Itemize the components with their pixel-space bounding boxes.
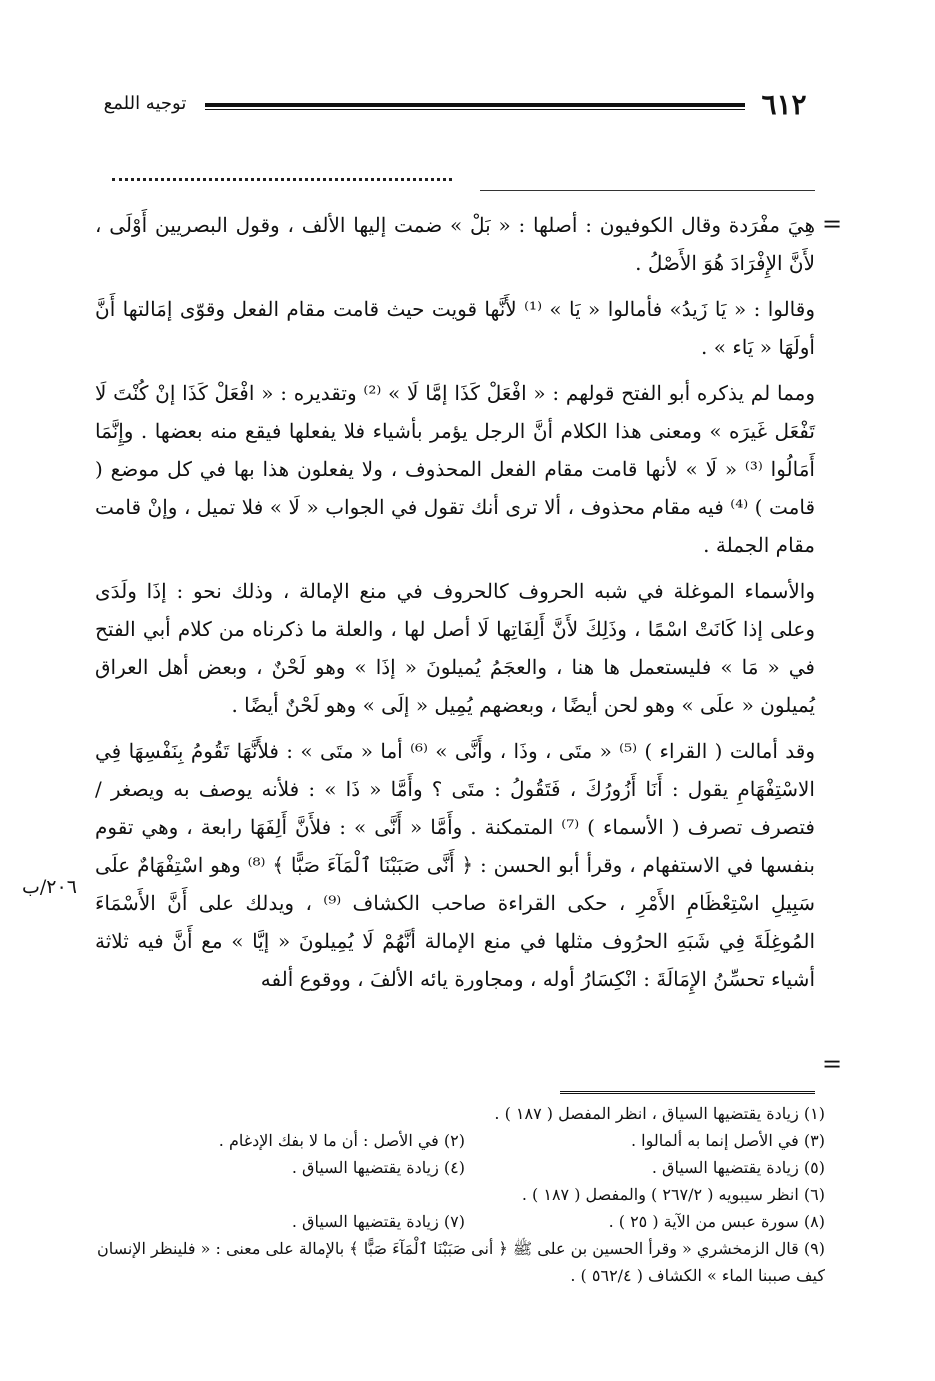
footnote-row — [95, 1208, 825, 1235]
main-text — [95, 206, 815, 998]
footnote-2: (٢) في الأصل : أن ما لا بفك الإدغام . — [218, 1131, 465, 1150]
paragraph-5: وقد أمالت ( القراء ) ⁽⁵⁾ « متَى ، وذَا ، وأَنَّى » ⁽⁶⁾ أما « متَى » : فلأَنَّهَا تَقُومُ بِنَفْسِهَا فِي الاسْتِفْهَامِ يقول : أَنَا أَزُورُكَ ، فَتَقُولُ : متَى ؟ وأَمَّا « ذَا » : فلأنه يوصف به ويصغر / فتصرف تصرف ( الأسماء ) ⁽⁷⁾ المتمكنة . وأَمَّا « أَنَّى » : فلأَنَّ أَلِفَهَا رابعة ، وهي تقوم بنفسها في الاستفهام ، وقرأ أبو الحسن : ﴿ أَنَّى صَبَبْنَا ٱلْمَآءَ صَبًّا ﴾ ⁽⁸⁾ وهو اسْتِفْهَامٌ علَى سَبِيلِ اسْتِعْظَامِ الأَمْرِ ، حكى القراءة صاحب الكشاف ⁽⁹⁾ ، ويدلك على أَنَّ الأَسْمَاءَ المُوغِلَةَ فِي شَبَهِ الحرُوف مثلها في منع الإمالة أنَّهُمْ لَا يُمِيلونَ « إيَّا » مع أَنَّ فيه ثلاثة أشياء تحسِّنُ الإِمَالَةَ : انْكِسَارُ أوله ، ومجاورة يائه الألفَ ، ووقوع ألفه — [95, 739, 816, 991]
manuscript-folio-note: ٢٠٦/ب — [22, 876, 77, 898]
footnote-separator — [560, 1091, 815, 1094]
footnote-3: (٣) في الأصل إنما به ألمالوا . — [630, 1131, 825, 1150]
footnote-1: (١) زيادة يقتضيها السياق ، انظر المفصل ( ١٨٧ ) . — [494, 1104, 825, 1123]
paragraph-4: والأسماء الموغلة في شبه الحروف كالحروف في منع الإمالة ، وذلك نحو : إذَا ولَدَى وعلى إذا كَانَتْ اسْمًا ، وذَلِكَ لأَنَّ أَلِفَاتِها لَا أصل لها ، والعلة ما ذكرناه من كلام أبي الفتح في « مَا » فليستعمل ها هنا ، والعجَمُ يُميلونَ « إذَا » وهو لَحْنٌ ، وبعض أهل العراق يُميلون « علَى » وهو لحن أيضًا ، وبعضهم يُمِيل « إلَى » وهو لَحْنٌ أيضًا . — [95, 579, 815, 717]
footnote-row — [95, 1154, 825, 1181]
footnote-8: (٨) سورة عبس من الآية ( ٢٥ ) . — [608, 1212, 825, 1231]
footnote-9: (٩) قال الزمخشري « وقرأ الحسين بن على ﷺ ﴿ أنى صَبَبْنَا ٱلْمَآءَ صَبًّا ﴾ بالإمالة على معنى : « فلينظر الإنسان كيف صببنا الماء » الكشاف ( ٥٦٢/٤ ) . — [97, 1239, 825, 1285]
continuation-mark-top: = — [822, 210, 843, 238]
section-rule — [480, 190, 815, 191]
footnote-7: (٧) زيادة يقتضيها السياق . — [291, 1212, 465, 1231]
footnotes — [95, 1100, 825, 1289]
continuation-mark-bottom: = — [822, 1050, 843, 1078]
running-title: توجيه اللمع — [103, 93, 187, 114]
footnote-6: (٦) انظر سيبويه ( ٢٦٧/٢ ) والمفصل ( ١٨٧ ) . — [521, 1185, 825, 1204]
paragraph-1: هِيَ مفْرَدة وقال الكوفيون : أصلها : « بَلْ » ضمت إليها الألف ، وقول البصريين أَوْلَى ، لأَنَّ الإِفْرَادَ هُوَ الأَصْلُ . — [95, 213, 815, 275]
paragraph-2: وقالوا : « يَا زَيدُ» فأمالوا « يَا » ⁽¹⁾ لأَنَّها قويت حيث قامت مقام الفعل وقوّى إمَالتها أَنَّ أولَهَا « يَاء » . — [95, 297, 815, 359]
footnote-row — [95, 1127, 825, 1154]
header-rule — [205, 103, 745, 110]
paragraph-3: ومما لم يذكره أبو الفتح قولهم : « افْعَلْ كَذَا إمَّا لَا » ⁽²⁾ وتقديره : « افْعَلْ كَذَا إنْ كُنْتَ لَا تَفْعَل غَيرَه » ومعنى هذا الكلام أنَّ الرجل يؤمر بأشياء فلا يفعلها فيقع منه بعضها . وإِنَّمَا أَمَالُوا ⁽³⁾ « لَا » لأنها قامت مقام الفعل المحذوف ، ولا يفعلون هذا بها في كل موضع ( قامت ) ⁽⁴⁾ فيه مقام محذوف ، ألا ترى أنك تقول في الجواب « لَا » فلا تميل ، وإنْ قامت مقام الجملة . — [95, 381, 815, 557]
footnote-5: (٥) زيادة يقتضيها السياق . — [651, 1158, 825, 1177]
ellipsis-line — [112, 178, 452, 181]
footnote-4: (٤) زيادة يقتضيها السياق . — [291, 1158, 465, 1177]
page-number: ٦١٢ — [761, 88, 807, 121]
